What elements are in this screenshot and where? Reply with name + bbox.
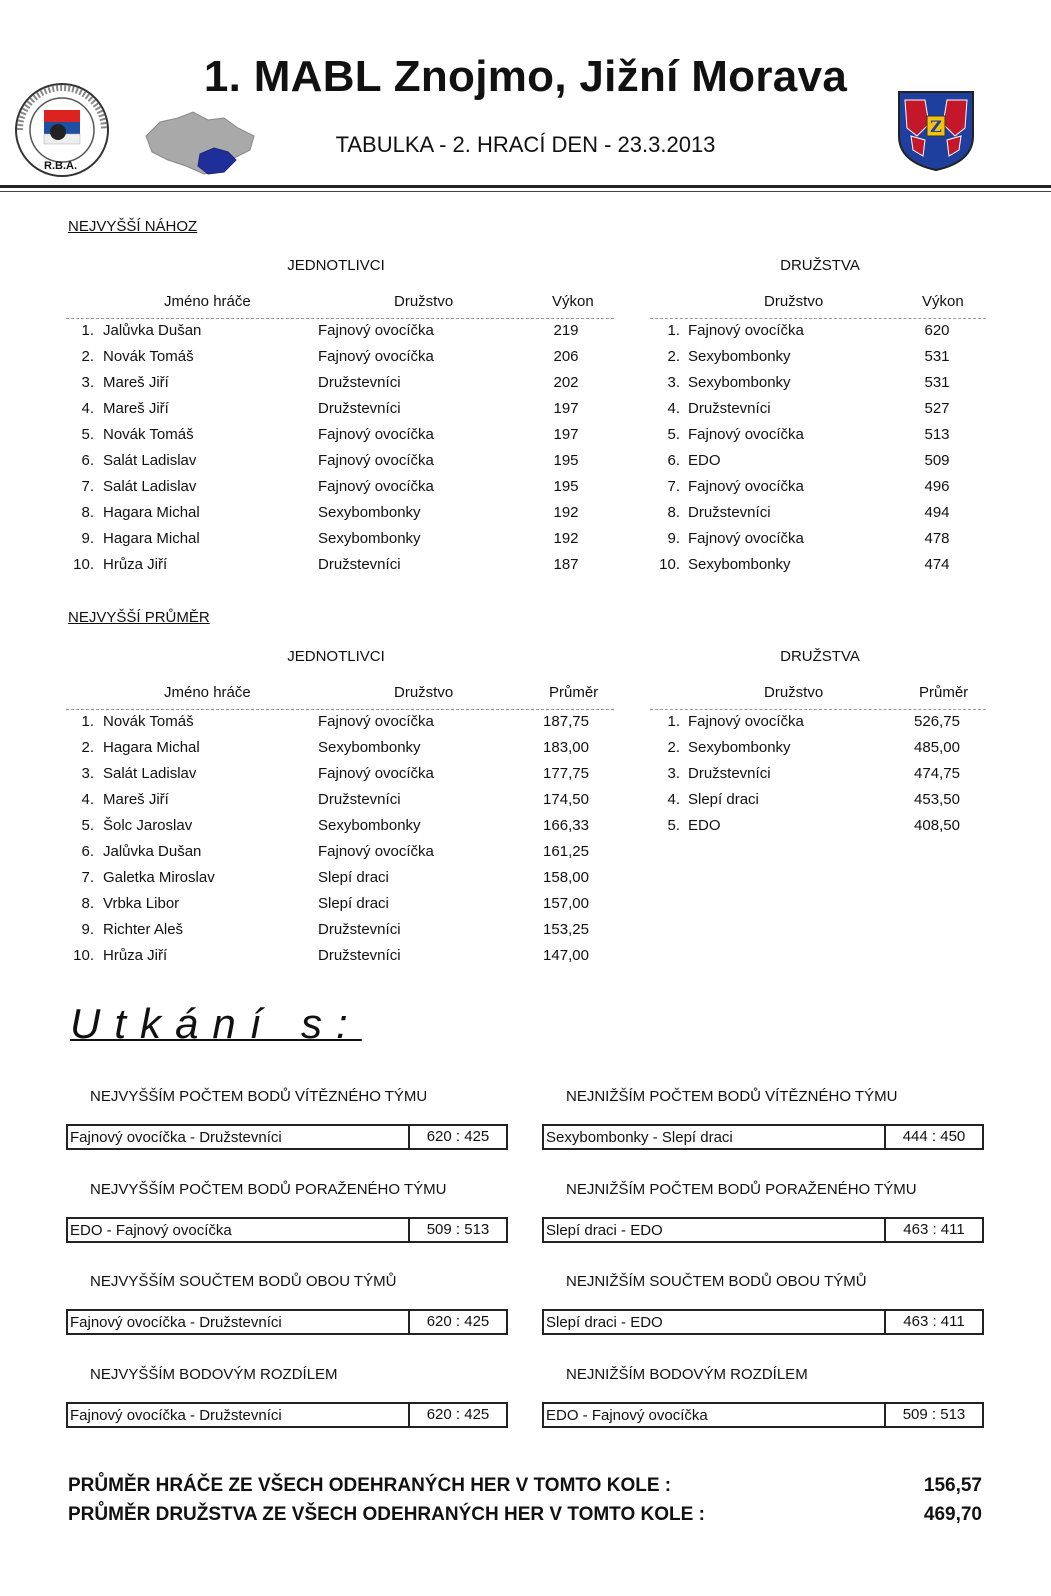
- team-name: EDO: [688, 452, 721, 469]
- row-value: 183,00: [543, 739, 589, 756]
- column-header-name: Jméno hráče: [164, 293, 251, 310]
- table-row: [650, 739, 986, 765]
- table-row: [650, 374, 986, 400]
- team-name: Družstevníci: [688, 765, 771, 782]
- team-name: Fajnový ovocíčka: [688, 713, 804, 730]
- team-name: Sexybombonky: [318, 817, 421, 834]
- row-rank: 6.: [81, 452, 94, 469]
- column-header-score: Výkon: [552, 293, 594, 310]
- match-result-box: [66, 1402, 508, 1428]
- znojmo-coat-of-arms: [895, 88, 977, 172]
- team-name: Sexybombonky: [688, 556, 791, 573]
- team-name: Sexybombonky: [318, 504, 421, 521]
- table-row: [66, 947, 614, 973]
- row-rank: 1.: [81, 713, 94, 730]
- team-name: Fajnový ovocíčka: [688, 322, 804, 339]
- column-header-team: Družstvo: [394, 293, 454, 310]
- row-rank: 4.: [667, 400, 680, 417]
- match-result-box: [66, 1309, 508, 1335]
- section-heading-highest-average: NEJVYŠŠÍ PRŮMĚR: [68, 609, 210, 626]
- team-name: Fajnový ovocíčka: [688, 426, 804, 443]
- match-category-title: NEJNIŽŠÍM BODOVÝM ROZDÍLEM: [566, 1366, 808, 1383]
- match-result-box: [542, 1402, 984, 1428]
- row-value: 219: [553, 322, 579, 339]
- match-teams: Fajnový ovocíčka - Družstevníci: [70, 1129, 282, 1146]
- row-rank: 4.: [81, 791, 94, 808]
- svg-text:Z: Z: [930, 117, 942, 136]
- match-result-box: [542, 1124, 984, 1150]
- row-rank: 9.: [81, 530, 94, 547]
- row-rank: 10.: [73, 556, 94, 573]
- team-name: Slepí draci: [318, 869, 389, 886]
- row-rank: 5.: [81, 817, 94, 834]
- player-name: Jalůvka Dušan: [103, 843, 202, 860]
- table-row: [66, 895, 614, 921]
- row-value: 474: [924, 556, 950, 573]
- player-name: Hagara Michal: [103, 739, 200, 756]
- table-row: [650, 791, 986, 817]
- player-name: Mareš Jiří: [103, 400, 169, 417]
- row-rank: 9.: [667, 530, 680, 547]
- table-row: [650, 478, 986, 504]
- table-row: [66, 843, 614, 869]
- match-score: 620 : 425: [408, 1311, 506, 1333]
- player-name: Jalůvka Dušan: [103, 322, 202, 339]
- row-rank: 4.: [667, 791, 680, 808]
- table-row: [66, 530, 614, 556]
- row-value: 509: [924, 452, 950, 469]
- match-result-box: [66, 1124, 508, 1150]
- match-result-box: [66, 1217, 508, 1243]
- player-name: Novák Tomáš: [103, 348, 194, 365]
- match-score: 620 : 425: [408, 1404, 506, 1426]
- row-value: 195: [553, 452, 579, 469]
- row-value: 177,75: [543, 765, 589, 782]
- table-row: [650, 530, 986, 556]
- table-row: [66, 426, 614, 452]
- match-category-title: NEJVYŠŠÍM SOUČTEM BODŮ OBOU TÝMŮ: [90, 1273, 397, 1290]
- table-row: [66, 765, 614, 791]
- player-name: Hrůza Jiří: [103, 947, 168, 964]
- match-category-title: NEJNIŽŠÍM POČTEM BODŮ PORAŽENÉHO TÝMU: [566, 1181, 917, 1198]
- team-name: Fajnový ovocíčka: [318, 478, 434, 495]
- table-row: [650, 817, 986, 843]
- table-row: [66, 374, 614, 400]
- table-row: [66, 452, 614, 478]
- row-rank: 7.: [667, 478, 680, 495]
- row-rank: 10.: [659, 556, 680, 573]
- player-name: Mareš Jiří: [103, 374, 169, 391]
- header-rule-thin: [0, 191, 1051, 192]
- row-value: 527: [924, 400, 950, 417]
- table-row: [66, 739, 614, 765]
- match-score: 509 : 513: [884, 1404, 982, 1426]
- table-row: [66, 869, 614, 895]
- table-divider: [66, 709, 614, 710]
- table-row: [650, 348, 986, 374]
- individuals-heading: JEDNOTLIVCI: [287, 257, 385, 274]
- match-category-title: NEJNIŽŠÍM POČTEM BODŮ VÍTĚZNÉHO TÝMU: [566, 1088, 898, 1105]
- player-name: Hagara Michal: [103, 530, 200, 547]
- player-name: Salát Ladislav: [103, 452, 197, 469]
- table-divider: [66, 318, 614, 319]
- match-category-title: NEJVYŠŠÍM POČTEM BODŮ PORAŽENÉHO TÝMU: [90, 1181, 447, 1198]
- team-name: Fajnový ovocíčka: [318, 765, 434, 782]
- table-row: [650, 556, 986, 582]
- table-row: [66, 817, 614, 843]
- page-subtitle: TABULKA - 2. HRACÍ DEN - 23.3.2013: [335, 132, 716, 157]
- match-result-box: [542, 1217, 984, 1243]
- matches-heading: Utkání s:: [70, 1000, 362, 1047]
- row-value: 195: [553, 478, 579, 495]
- teams-heading: DRUŽSTVA: [780, 257, 860, 274]
- match-teams: Slepí draci - EDO: [546, 1314, 663, 1331]
- player-name: Galetka Miroslav: [103, 869, 215, 886]
- player-name: Salát Ladislav: [103, 765, 197, 782]
- row-value: 147,00: [543, 947, 589, 964]
- section-heading-highest-game: NEJVYŠŠÍ NÁHOZ: [68, 218, 198, 235]
- table-row: [66, 322, 614, 348]
- player-name: Novák Tomáš: [103, 713, 194, 730]
- table-row: [66, 478, 614, 504]
- row-rank: 3.: [667, 374, 680, 391]
- header-rule: [0, 185, 1051, 188]
- table-row: [66, 791, 614, 817]
- match-teams: EDO - Fajnový ovocíčka: [70, 1222, 232, 1239]
- row-value: 474,75: [914, 765, 960, 782]
- row-value: 496: [924, 478, 950, 495]
- team-name: Fajnový ovocíčka: [318, 348, 434, 365]
- match-teams: Sexybombonky - Slepí draci: [546, 1129, 733, 1146]
- row-rank: 2.: [81, 739, 94, 756]
- table-row: [650, 452, 986, 478]
- team-name: Družstevníci: [318, 400, 401, 417]
- row-value: 453,50: [914, 791, 960, 808]
- table-row: [650, 426, 986, 452]
- match-teams: Fajnový ovocíčka - Družstevníci: [70, 1407, 282, 1424]
- row-value: 197: [553, 400, 579, 417]
- team-name: Fajnový ovocíčka: [318, 322, 434, 339]
- row-rank: 2.: [667, 348, 680, 365]
- table-row: [650, 322, 986, 348]
- player-name: Richter Aleš: [103, 921, 184, 938]
- column-header-team: Družstvo: [764, 293, 824, 310]
- team-name: Sexybombonky: [688, 374, 791, 391]
- player-name: Hrůza Jiří: [103, 556, 168, 573]
- player-name: Novák Tomáš: [103, 426, 194, 443]
- team-name: Družstevníci: [318, 947, 401, 964]
- row-value: 187,75: [543, 713, 589, 730]
- team-name: Družstevníci: [318, 921, 401, 938]
- row-rank: 3.: [81, 374, 94, 391]
- row-rank: 8.: [81, 895, 94, 912]
- team-name: Slepí draci: [318, 895, 389, 912]
- team-name: Družstevníci: [688, 400, 771, 417]
- column-header-name: Jméno hráče: [164, 684, 251, 701]
- row-rank: 3.: [667, 765, 680, 782]
- team-name: Fajnový ovocíčka: [318, 452, 434, 469]
- team-name: Družstevníci: [688, 504, 771, 521]
- row-value: 526,75: [914, 713, 960, 730]
- match-category-title: NEJVYŠŠÍM POČTEM BODŮ VÍTĚZNÉHO TÝMU: [90, 1088, 428, 1105]
- row-value: 494: [924, 504, 950, 521]
- row-rank: 1.: [667, 713, 680, 730]
- team-name: Sexybombonky: [688, 348, 791, 365]
- table-row: [66, 400, 614, 426]
- team-average-label: PRŮMĚR DRUŽSTVA ZE VŠECH ODEHRANÝCH HER V TOMTO KOLE :: [68, 1504, 705, 1525]
- row-value: 408,50: [914, 817, 960, 834]
- team-name: Slepí draci: [688, 791, 759, 808]
- row-rank: 5.: [667, 817, 680, 834]
- row-rank: 6.: [667, 452, 680, 469]
- table-row: [650, 765, 986, 791]
- row-value: 485,00: [914, 739, 960, 756]
- individuals-heading: JEDNOTLIVCI: [287, 648, 385, 665]
- match-category-title: NEJNIŽŠÍM SOUČTEM BODŮ OBOU TÝMŮ: [566, 1273, 867, 1290]
- match-teams: Slepí draci - EDO: [546, 1222, 663, 1239]
- row-rank: 10.: [73, 947, 94, 964]
- column-header-team: Družstvo: [764, 684, 824, 701]
- row-rank: 8.: [667, 504, 680, 521]
- table-row: [66, 713, 614, 739]
- player-name: Mareš Jiří: [103, 791, 169, 808]
- player-average-label: PRŮMĚR HRÁČE ZE VŠECH ODEHRANÝCH HER V TOMTO KOLE :: [68, 1475, 672, 1496]
- row-value: 166,33: [543, 817, 589, 834]
- row-value: 531: [924, 374, 950, 391]
- row-value: 161,25: [543, 843, 589, 860]
- team-name: Sexybombonky: [318, 739, 421, 756]
- team-name: Fajnový ovocíčka: [318, 426, 434, 443]
- row-rank: 5.: [81, 426, 94, 443]
- row-rank: 6.: [81, 843, 94, 860]
- team-name: Družstevníci: [318, 791, 401, 808]
- teams-heading: DRUŽSTVA: [780, 648, 860, 665]
- match-teams: EDO - Fajnový ovocíčka: [546, 1407, 708, 1424]
- team-average-value: 469,70: [923, 1504, 982, 1525]
- match-score: 444 : 450: [884, 1126, 982, 1148]
- player-name: Šolc Jaroslav: [103, 817, 193, 834]
- row-value: 197: [553, 426, 579, 443]
- team-name: Fajnový ovocíčka: [688, 478, 804, 495]
- row-rank: 2.: [81, 348, 94, 365]
- match-result-box: [542, 1309, 984, 1335]
- team-name: Sexybombonky: [318, 530, 421, 547]
- table-row: [66, 556, 614, 582]
- row-rank: 7.: [81, 869, 94, 886]
- table-row: [650, 713, 986, 739]
- row-rank: 1.: [667, 322, 680, 339]
- player-name: Vrbka Libor: [103, 895, 180, 912]
- row-value: 174,50: [543, 791, 589, 808]
- table-row: [66, 348, 614, 374]
- row-value: 192: [553, 504, 579, 521]
- table-divider: [650, 709, 986, 710]
- table-divider: [650, 318, 986, 319]
- team-name: Družstevníci: [318, 556, 401, 573]
- player-average-value: 156,57: [923, 1475, 982, 1496]
- row-value: 206: [553, 348, 579, 365]
- row-value: 620: [924, 322, 950, 339]
- row-value: 153,25: [543, 921, 589, 938]
- column-header-average: Průměr: [919, 684, 969, 701]
- row-value: 187: [553, 556, 579, 573]
- team-name: Sexybombonky: [688, 739, 791, 756]
- row-value: 158,00: [543, 869, 589, 886]
- row-rank: 9.: [81, 921, 94, 938]
- team-name: Fajnový ovocíčka: [318, 713, 434, 730]
- team-name: Družstevníci: [318, 374, 401, 391]
- page-title: 1. MABL Znojmo, Jižní Morava: [203, 52, 848, 101]
- team-name: EDO: [688, 817, 721, 834]
- column-header-score: Výkon: [922, 293, 964, 310]
- row-rank: 2.: [667, 739, 680, 756]
- table-row: [66, 921, 614, 947]
- match-score: 620 : 425: [408, 1126, 506, 1148]
- row-value: 531: [924, 348, 950, 365]
- match-score: 509 : 513: [408, 1219, 506, 1241]
- row-value: 157,00: [543, 895, 589, 912]
- row-rank: 7.: [81, 478, 94, 495]
- row-rank: 8.: [81, 504, 94, 521]
- column-header-team: Družstvo: [394, 684, 454, 701]
- table-row: [66, 504, 614, 530]
- logo-rba-text: R.B.A.: [44, 160, 77, 172]
- table-row: [650, 400, 986, 426]
- player-name: Hagara Michal: [103, 504, 200, 521]
- row-rank: 5.: [667, 426, 680, 443]
- team-name: Fajnový ovocíčka: [318, 843, 434, 860]
- player-name: Salát Ladislav: [103, 478, 197, 495]
- row-value: 192: [553, 530, 579, 547]
- row-rank: 4.: [81, 400, 94, 417]
- row-rank: 1.: [81, 322, 94, 339]
- match-category-title: NEJVYŠŠÍM BODOVÝM ROZDÍLEM: [90, 1366, 338, 1383]
- match-score: 463 : 411: [884, 1219, 982, 1241]
- match-teams: Fajnový ovocíčka - Družstevníci: [70, 1314, 282, 1331]
- row-value: 513: [924, 426, 950, 443]
- table-row: [650, 504, 986, 530]
- team-name: Fajnový ovocíčka: [688, 530, 804, 547]
- row-rank: 3.: [81, 765, 94, 782]
- row-value: 202: [553, 374, 579, 391]
- column-header-average: Průměr: [549, 684, 599, 701]
- row-value: 478: [924, 530, 950, 547]
- match-score: 463 : 411: [884, 1311, 982, 1333]
